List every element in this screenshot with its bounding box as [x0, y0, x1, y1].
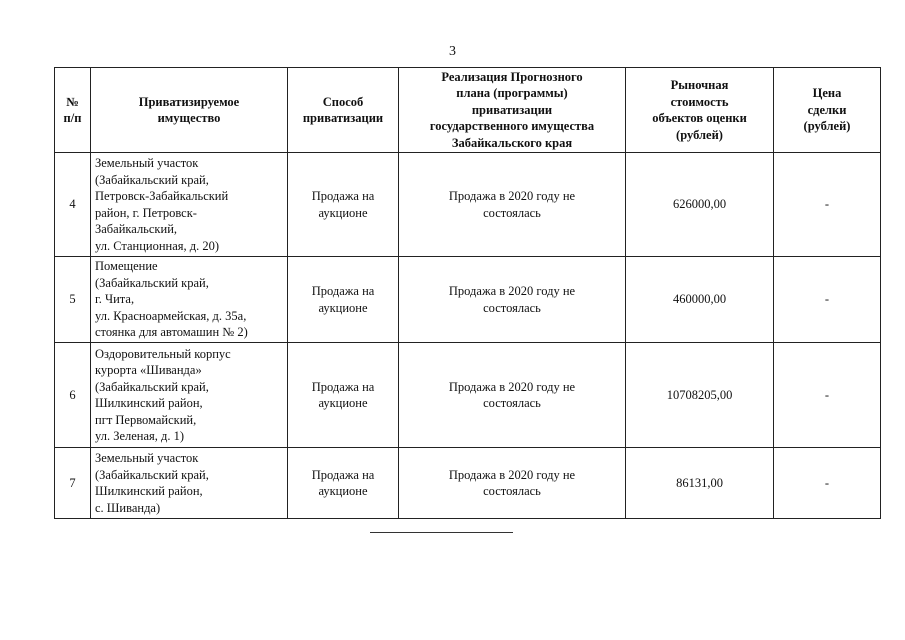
- header-plan-status: Реализация Прогнозного плана (программы) приватизации государственного имущества Забайкальского края: [399, 68, 626, 153]
- privatization-table: [54, 67, 881, 519]
- header-row: [55, 68, 881, 153]
- market-value-cell: 626000,00: [626, 153, 774, 257]
- method-cell: Продажа на аукционе: [288, 257, 399, 343]
- property-cell: Земельный участок (Забайкальский край, Петровск-Забайкальский район, г. Петровск- Забайкальский, ул. Станционная, д. 20): [91, 153, 288, 257]
- deal-price-cell: -: [774, 257, 881, 343]
- table-row: [55, 448, 881, 519]
- header-num: № п/п: [55, 68, 91, 153]
- method-cell: Продажа на аукционе: [288, 448, 399, 519]
- table-row: [55, 153, 881, 257]
- status-cell: Продажа в 2020 году не состоялась: [399, 153, 626, 257]
- row-number: 5: [55, 257, 91, 343]
- status-cell: Продажа в 2020 году не состоялась: [399, 257, 626, 343]
- market-value-cell: 86131,00: [626, 448, 774, 519]
- header-property: Приватизируемое имущество: [91, 68, 288, 153]
- header-market-value: Рыночная стоимость объектов оценки (рублей): [626, 68, 774, 153]
- property-cell: Земельный участок (Забайкальский край, Шилкинский район, с. Шиванда): [91, 448, 288, 519]
- table-row: [55, 257, 881, 343]
- status-cell: Продажа в 2020 году не состоялась: [399, 448, 626, 519]
- property-cell: Помещение (Забайкальский край, г. Чита, ул. Красноармейская, д. 35а, стоянка для автомашин № 2): [91, 257, 288, 343]
- market-value-cell: 460000,00: [626, 257, 774, 343]
- status-cell: Продажа в 2020 году не состоялась: [399, 343, 626, 448]
- method-cell: Продажа на аукционе: [288, 153, 399, 257]
- header-deal-price: Цена сделки (рублей): [774, 68, 881, 153]
- row-number: 4: [55, 153, 91, 257]
- method-cell: Продажа на аукционе: [288, 343, 399, 448]
- row-number: 7: [55, 448, 91, 519]
- table-row: [55, 343, 881, 448]
- property-cell: Оздоровительный корпус курорта «Шиванда» (Забайкальский край, Шилкинский район, пгт Первомайский, ул. Зеленая, д. 1): [91, 343, 288, 448]
- deal-price-cell: -: [774, 448, 881, 519]
- row-number: 6: [55, 343, 91, 448]
- deal-price-cell: -: [774, 343, 881, 448]
- market-value-cell: 10708205,00: [626, 343, 774, 448]
- page-number: 3: [449, 44, 456, 59]
- header-method: Способ приватизации: [288, 68, 399, 153]
- footer-divider: [370, 532, 513, 533]
- deal-price-cell: -: [774, 153, 881, 257]
